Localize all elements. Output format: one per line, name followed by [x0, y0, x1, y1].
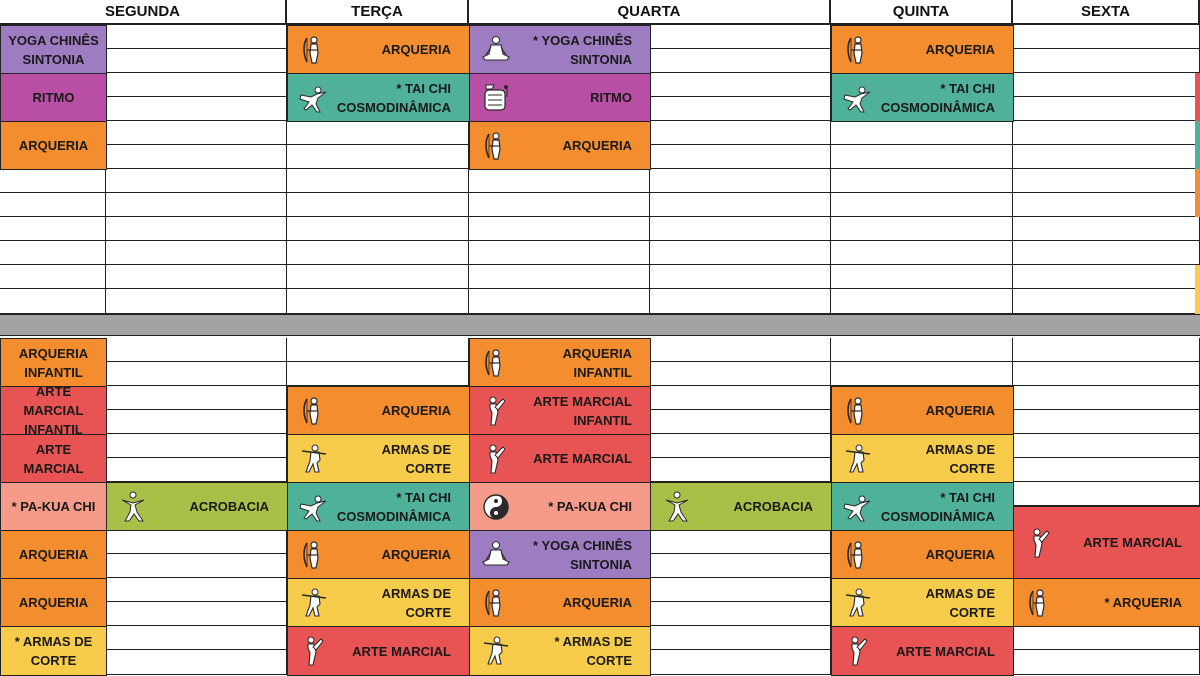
empty-slot	[469, 169, 650, 193]
empty-slot	[469, 265, 650, 289]
empty-slot	[287, 289, 469, 314]
activity-label: * TAI CHI COSMODINÂMICA	[336, 489, 451, 524]
activity-label: ARQUERIA	[562, 138, 632, 153]
empty-slot	[1013, 338, 1200, 362]
day-header-0: SEGUNDA	[0, 0, 287, 25]
empty-slot	[106, 602, 287, 626]
activity-block[interactable]	[1013, 506, 1200, 579]
activity-block[interactable]	[831, 73, 1014, 122]
meditation-icon	[474, 30, 518, 70]
empty-slot	[831, 169, 1013, 193]
activity-label: ARMAS DE CORTE	[381, 441, 451, 476]
archer-icon	[292, 535, 336, 575]
activity-block[interactable]	[469, 530, 651, 579]
empty-slot	[1013, 482, 1200, 506]
empty-slot	[106, 434, 287, 458]
empty-slot	[287, 362, 469, 386]
empty-slot	[469, 289, 650, 314]
empty-slot	[287, 241, 469, 265]
empty-slot	[469, 241, 650, 265]
empty-slot	[1013, 386, 1200, 410]
empty-slot	[831, 193, 1013, 217]
acrobat-icon	[655, 487, 699, 527]
empty-slot	[0, 169, 106, 193]
activity-block[interactable]	[287, 578, 470, 627]
activity-label: RITMO	[590, 90, 632, 105]
activity-label: ARQUERIA	[18, 595, 89, 610]
empty-slot	[106, 25, 287, 49]
empty-slot	[1013, 145, 1200, 169]
empty-slot	[650, 97, 831, 121]
activity-block[interactable]	[469, 482, 651, 531]
activity-block[interactable]	[469, 578, 651, 627]
empty-slot	[106, 49, 287, 73]
activity-block[interactable]	[469, 121, 651, 170]
activity-label: * YOGA CHINÊS SINTONIA	[533, 32, 632, 67]
empty-slot	[650, 386, 831, 410]
archer-icon	[474, 583, 518, 623]
empty-slot	[1013, 458, 1200, 482]
activity-label: ARQUERIA	[381, 547, 451, 562]
empty-slot	[0, 193, 106, 217]
activity-block[interactable]	[0, 434, 107, 483]
kick-icon	[474, 439, 518, 479]
activity-block[interactable]	[469, 434, 651, 483]
empty-slot	[106, 73, 287, 97]
sword-icon	[474, 631, 518, 671]
tai-chi-icon	[292, 487, 336, 527]
empty-slot	[1013, 217, 1200, 241]
empty-slot	[106, 530, 287, 554]
activity-block[interactable]	[106, 482, 288, 531]
activity-block[interactable]	[469, 25, 651, 74]
activity-block[interactable]	[0, 578, 107, 627]
empty-slot	[1013, 73, 1200, 97]
activity-block[interactable]	[287, 73, 470, 122]
empty-slot	[287, 121, 469, 145]
activity-block[interactable]	[469, 626, 651, 676]
empty-slot	[831, 121, 1013, 145]
kick-icon	[1018, 523, 1062, 563]
archer-icon	[836, 391, 880, 431]
activity-label: ARQUERIA	[381, 403, 451, 418]
empty-slot	[831, 289, 1013, 314]
activity-block[interactable]	[0, 626, 107, 676]
empty-slot	[831, 338, 1013, 362]
activity-label: * TAI CHI COSMODINÂMICA	[336, 80, 451, 115]
empty-slot	[106, 289, 287, 314]
empty-slot	[287, 193, 469, 217]
activity-label: ACROBACIA	[189, 499, 269, 514]
empty-slot	[650, 650, 831, 675]
activity-label: ARQUERIA	[925, 403, 995, 418]
empty-slot	[650, 554, 831, 578]
empty-slot	[650, 530, 831, 554]
activity-block[interactable]	[287, 530, 470, 579]
empty-slot	[650, 458, 831, 482]
empty-slot	[106, 193, 287, 217]
day-header-3: QUINTA	[831, 0, 1013, 25]
activity-label: * PA-KUA CHI	[11, 499, 96, 514]
empty-slot	[1013, 410, 1200, 434]
empty-slot	[650, 626, 831, 650]
acrobat-icon	[111, 487, 155, 527]
empty-slot	[0, 289, 106, 314]
activity-label: * ARMAS DE CORTE	[554, 634, 632, 668]
empty-slot	[1013, 49, 1200, 73]
activity-label: ARTE MARCIAL INFANTIL	[533, 393, 632, 428]
tai-chi-icon	[292, 78, 336, 118]
sword-icon	[292, 583, 336, 623]
kick-icon	[836, 631, 880, 671]
empty-slot	[650, 578, 831, 602]
activity-block[interactable]	[1013, 578, 1200, 627]
edge-activity-block	[1195, 73, 1200, 121]
empty-slot	[650, 265, 831, 289]
empty-slot	[1013, 193, 1200, 217]
empty-slot	[106, 241, 287, 265]
empty-slot	[106, 169, 287, 193]
day-header-1: TERÇA	[287, 0, 469, 25]
activity-block[interactable]	[831, 530, 1014, 579]
empty-slot	[287, 265, 469, 289]
empty-slot	[650, 145, 831, 169]
edge-activity-block	[1195, 121, 1200, 169]
activity-label: ARTE MARCIAL INFANTIL	[23, 386, 84, 435]
day-header-2: QUARTA	[469, 0, 831, 25]
break-separator	[0, 314, 1200, 336]
activity-label: ARQUERIA	[562, 595, 632, 610]
empty-slot	[1013, 241, 1200, 265]
day-header-4: SEXTA	[1013, 0, 1200, 25]
empty-slot	[106, 97, 287, 121]
empty-slot	[106, 121, 287, 145]
activity-block[interactable]	[831, 482, 1014, 531]
empty-slot	[650, 338, 831, 362]
empty-slot	[106, 554, 287, 578]
empty-slot	[106, 145, 287, 169]
empty-slot	[650, 602, 831, 626]
sword-icon	[836, 583, 880, 623]
empty-slot	[106, 338, 287, 362]
empty-slot	[650, 241, 831, 265]
activity-block[interactable]	[831, 626, 1014, 676]
tai-chi-icon	[836, 487, 880, 527]
activity-label: * ARQUERIA	[1104, 595, 1182, 610]
empty-slot	[650, 121, 831, 145]
edge-activity-block	[1195, 169, 1200, 217]
empty-slot	[0, 265, 106, 289]
archer-icon	[474, 126, 518, 166]
activity-block[interactable]	[831, 434, 1014, 483]
activity-label: YOGA CHINÊS SINTONIA	[8, 32, 99, 67]
empty-slot	[106, 650, 287, 675]
empty-slot	[287, 145, 469, 169]
empty-slot	[0, 241, 106, 265]
yin-yang-icon	[474, 487, 518, 527]
empty-slot	[650, 410, 831, 434]
empty-slot	[1013, 626, 1200, 650]
activity-label: ACROBACIA	[733, 499, 813, 514]
empty-slot	[650, 73, 831, 97]
empty-slot	[1013, 25, 1200, 49]
activity-block[interactable]	[469, 73, 651, 122]
empty-slot	[1013, 169, 1200, 193]
activity-block[interactable]	[287, 25, 470, 74]
empty-slot	[1013, 265, 1200, 289]
empty-slot	[106, 265, 287, 289]
empty-slot	[650, 49, 831, 73]
activity-block[interactable]	[0, 338, 107, 387]
activity-label: RITMO	[32, 90, 75, 105]
empty-slot	[1013, 362, 1200, 386]
activity-block[interactable]	[0, 121, 107, 170]
empty-slot	[469, 193, 650, 217]
activity-label: ARQUERIA	[925, 547, 995, 562]
empty-slot	[650, 289, 831, 314]
empty-slot	[650, 169, 831, 193]
activity-label: ARQUERIA INFANTIL	[562, 345, 632, 380]
empty-slot	[650, 217, 831, 241]
empty-slot	[106, 362, 287, 386]
activity-block[interactable]	[831, 578, 1014, 627]
edge-activity-block	[1195, 265, 1200, 314]
activity-label: * YOGA CHINÊS SINTONIA	[533, 537, 632, 572]
archer-icon	[474, 343, 518, 383]
activity-block[interactable]	[650, 482, 832, 531]
archer-icon	[292, 30, 336, 70]
activity-label: ARMAS DE CORTE	[925, 441, 995, 476]
empty-slot	[106, 386, 287, 410]
activity-block[interactable]	[287, 626, 470, 676]
activity-block[interactable]	[831, 386, 1014, 435]
empty-slot	[831, 217, 1013, 241]
activity-label: ARQUERIA	[18, 138, 89, 153]
activity-label: ARQUERIA	[18, 547, 89, 562]
empty-slot	[287, 338, 469, 362]
empty-slot	[650, 362, 831, 386]
sword-icon	[292, 439, 336, 479]
activity-block[interactable]	[0, 73, 107, 122]
archer-icon	[836, 535, 880, 575]
empty-slot	[106, 217, 287, 241]
sword-icon	[836, 439, 880, 479]
activity-label: ARTE MARCIAL	[533, 451, 632, 466]
empty-slot	[1013, 650, 1200, 675]
archer-icon	[292, 391, 336, 431]
activity-block[interactable]	[287, 386, 470, 435]
empty-slot	[650, 25, 831, 49]
empty-slot	[0, 217, 106, 241]
activity-block[interactable]	[287, 482, 470, 531]
empty-slot	[1013, 97, 1200, 121]
empty-slot	[106, 626, 287, 650]
empty-slot	[469, 217, 650, 241]
tai-chi-icon	[836, 78, 880, 118]
activity-label: ARTE MARCIAL	[23, 441, 84, 476]
activity-block[interactable]	[469, 386, 651, 435]
activity-label: ARTE MARCIAL	[896, 643, 995, 659]
empty-slot	[831, 145, 1013, 169]
activity-label: * ARMAS DE CORTE	[14, 634, 93, 668]
activity-label: * PA-KUA CHI	[548, 499, 632, 514]
activity-block[interactable]	[0, 482, 107, 531]
empty-slot	[831, 265, 1013, 289]
activity-label: ARTE MARCIAL	[352, 643, 451, 659]
empty-slot	[106, 578, 287, 602]
archer-icon	[836, 30, 880, 70]
activity-block[interactable]	[469, 338, 651, 387]
empty-slot	[831, 362, 1013, 386]
activity-label: ARQUERIA	[381, 42, 451, 57]
empty-slot	[287, 169, 469, 193]
empty-slot	[1013, 289, 1200, 314]
activity-label: ARTE MARCIAL	[1083, 535, 1182, 550]
activity-block[interactable]	[831, 25, 1014, 74]
empty-slot	[106, 458, 287, 482]
empty-slot	[831, 241, 1013, 265]
activity-block[interactable]	[0, 530, 107, 579]
archer-icon	[1018, 583, 1062, 623]
empty-slot	[650, 193, 831, 217]
activity-label: ARMAS DE CORTE	[381, 585, 451, 620]
meditation-icon	[474, 535, 518, 575]
drum-icon	[474, 78, 518, 118]
activity-block[interactable]	[287, 434, 470, 483]
activity-block[interactable]	[0, 386, 107, 435]
activity-label: ARQUERIA	[925, 42, 995, 57]
empty-slot	[1013, 434, 1200, 458]
empty-slot	[106, 410, 287, 434]
empty-slot	[287, 217, 469, 241]
kick-icon	[292, 631, 336, 671]
activity-block[interactable]	[0, 25, 107, 74]
activity-label: ARMAS DE CORTE	[925, 585, 995, 620]
activity-label: ARQUERIA INFANTIL	[18, 345, 89, 380]
activity-label: * TAI CHI COSMODINÂMICA	[880, 80, 995, 115]
kick-icon	[474, 391, 518, 431]
activity-label: * TAI CHI COSMODINÂMICA	[880, 489, 995, 524]
empty-slot	[650, 434, 831, 458]
empty-slot	[1013, 121, 1200, 145]
